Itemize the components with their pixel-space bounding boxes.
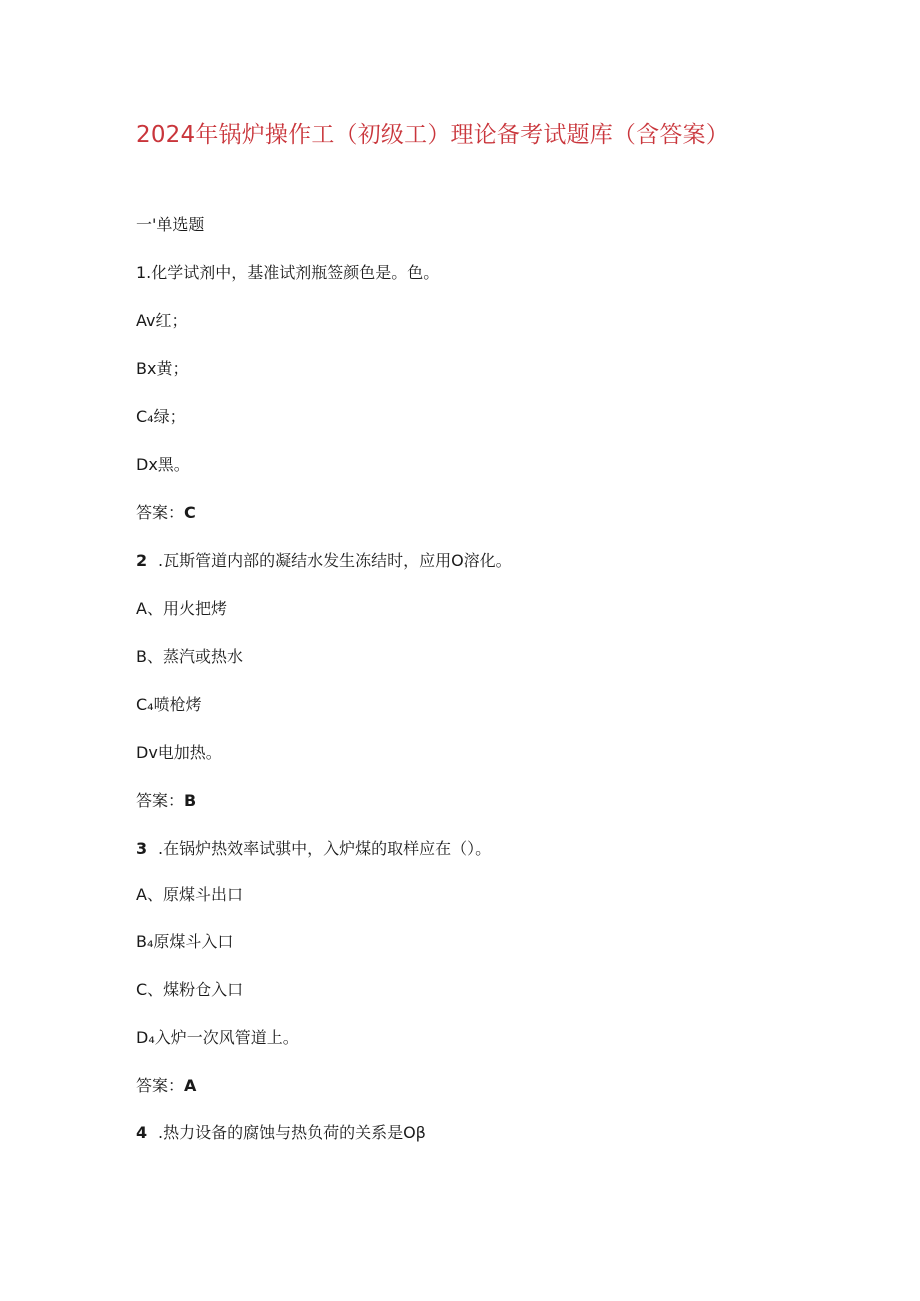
question-3-stem [136,837,491,861]
question-3-option-d: D₄入炉一次风管道上。 [136,1028,299,1047]
question-1-option-d: Dx黑。 [136,455,190,474]
question-3-option-b: B₄原煤斗入口 [136,932,234,951]
question-2-option-c: C₄喷枪烤 [136,695,202,714]
answer-label: 答案： [136,791,185,810]
answer-value: B [184,791,197,810]
question-1-option-b: Bx黄； [136,359,189,378]
section-heading: 一'单选题 [136,215,205,234]
question-number: 2 [136,551,148,570]
question-2-option-a: A、用火把烤 [136,599,227,618]
question-number: 3 [136,839,148,858]
question-3-option-a: A、原煤斗出口 [136,885,243,904]
question-text: .瓦斯管道内部的凝结水发生冻结时，应用O溶化。 [158,551,512,570]
answer-value: A [184,1076,197,1095]
question-text: .在锅炉热效率试骐中，入炉煤的取样应在（）。 [158,839,492,858]
document-title: 2024年锅炉操作工（初级工）理论备考试题库（含答案） [136,122,729,148]
question-3-answer [136,1074,196,1098]
question-2-stem [136,549,512,573]
question-2-answer [136,789,196,813]
question-1-option-c: C₄绿； [136,407,186,426]
question-number: 4 [136,1123,148,1142]
answer-label: 答案： [136,1076,185,1095]
question-4-stem [136,1121,426,1145]
question-1-answer [136,501,196,525]
question-1-option-a: Av红； [136,311,188,330]
question-1-stem: 1.化学试剂中，基准试剂瓶签颜色是。色。 [136,263,440,282]
question-3-option-c: C、煤粉仓入口 [136,980,244,999]
answer-label: 答案： [136,503,185,522]
question-text: .热力设备的腐蚀与热负荷的关系是Oβ [158,1123,426,1142]
question-2-option-d: Dv电加热。 [136,743,222,762]
answer-value: C [184,503,196,522]
question-2-option-b: B、蒸汽或热水 [136,647,243,666]
